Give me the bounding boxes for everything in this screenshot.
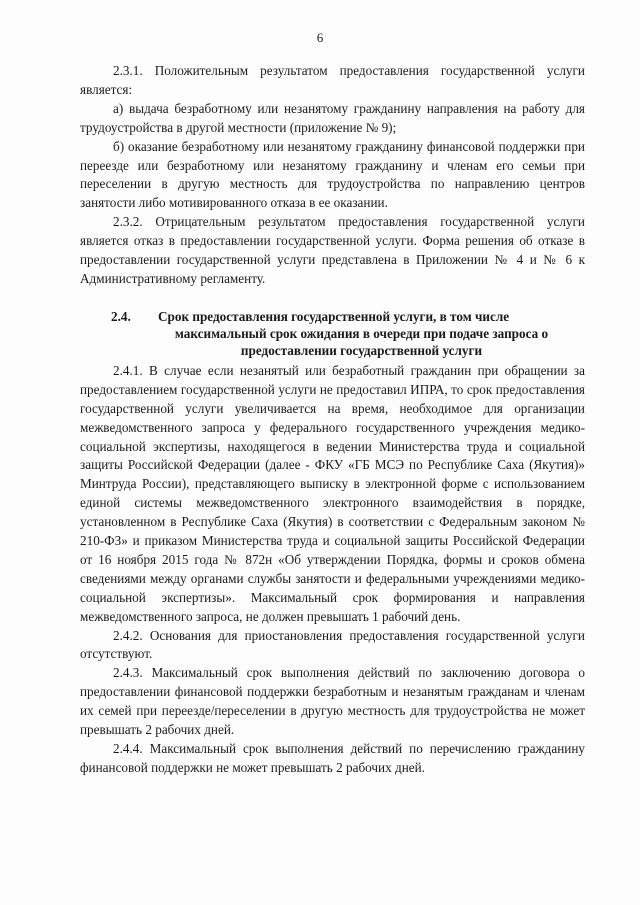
paragraph-2-3-1-b: б) оказание безработному или незанятому гражданину финансовой поддержки при переезде или безработному или незанятому гражданину и членам его семьи при переселении в другую местность для трудоустройства по направлению центров занятости либо мотивированного отказа в ее оказании. (80, 138, 585, 211)
paragraph-2-4-2: 2.4.2. Основания для приостановления предоставления государственной услуги отсутствуют. (80, 627, 585, 662)
paragraph-2-3-1: 2.3.1. Положительным результатом предоставления государственной услуги является: (80, 63, 585, 97)
section-title-line-1: Срок предоставления государственной услуги, в том числе (158, 308, 510, 324)
paragraph-2-4-4: 2.4.4. Максимальный срок выполнения действий по перечислению гражданину финансовой поддержки не может превышать 2 рабочих дней. (80, 741, 585, 775)
section-number: 2.4. (111, 308, 131, 324)
section-title-line-2: максимальный срок ожидания в очереди при подаче запроса о (174, 325, 549, 341)
section-heading-2-4 (80, 308, 585, 359)
section-title-line-3: предоставлении государственной услуги (240, 342, 483, 358)
paragraph-2-4-1: 2.4.1. В случае если незанятый или безработный гражданин при обращении за предоставлением государственной услуги не предоставил ИПРА, то срок предоставления государственной услуги увеличивается на время, необходимое для организации межведомственного запроса у федерального государственного учреждения медико-социальной экспертизы, находящегося в ведении Министерства труда и социальной защиты Российской Федерации (далее - ФКУ «ГБ МСЭ по Республике Саха (Якутия)» Минтруда России), представляющего выписку в электронной форме с использованием единой системы межведомственного электронного взаимодействия в порядке, установленном в Республике Саха (Якутия) в соответствии с Федеральным законом № 210-ФЗ» и приказом Министерства труда и социальной защиты Российской Федерации от 16 ноября 2015 года № 872н «Об утверждении Порядка, формы и сроков обмена сведениями между органами службы занятости и федеральными учреждениями медико-социальной экспертизы». Максимальный срок формирования и направления межведомственного запроса, не должен превышать 1 рабочий день. (80, 362, 585, 624)
paragraph-2-4-3: 2.4.3. Максимальный срок выполнения действий по заключению договора о предоставлении финансовой поддержки безработным и незанятым гражданам и членам их семей при переезде/переселении в другую местность для трудоустройства не может превышать 2 рабочих дней. (80, 665, 585, 738)
paragraph-2-3-2: 2.3.2. Отрицательным результатом предоставления государственной услуги является отказ в предоставлении государственной услуги. Форма решения об отказе в предоставлении государственной услуги представлена в Приложении № 4 и № 6 к Административному регламенту. (80, 214, 585, 286)
paragraph-2-3-1-a: а) выдача безработному или незанятому гражданину направления на работу для трудоустройства в другой местности (приложение № 9); (80, 100, 585, 135)
document-body (80, 62, 585, 778)
page-number: 6 (316, 30, 324, 45)
